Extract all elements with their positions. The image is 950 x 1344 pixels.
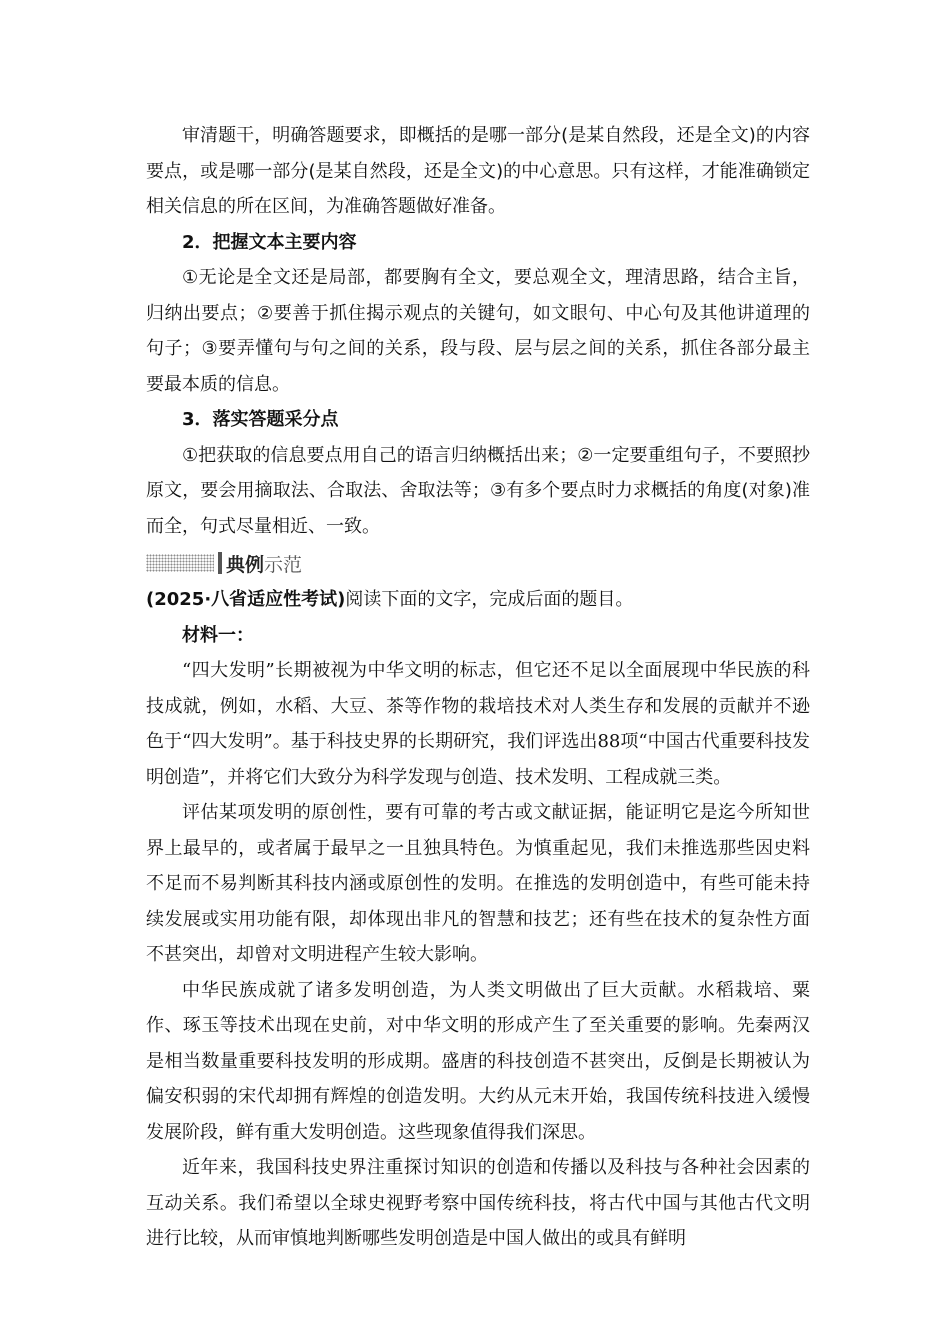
intro-paragraph: 审清题干，明确答题要求，即概括的是哪一部分(是某自然段，还是全文)的内容要点，或是哪一部分(是某自然段，还是全文)的中心意思。只有这样，才能准确锁定相关信息的所在区间，为准确答题做好准备。 — [146, 125, 810, 217]
dotted-pattern-icon — [146, 554, 214, 572]
section-3-heading: 3．落实答题采分点 — [182, 409, 339, 430]
example-banner — [146, 546, 810, 580]
document-page — [146, 118, 810, 1257]
material-label: 材料一： — [182, 624, 254, 646]
example-source-line — [146, 582, 810, 618]
section-2-heading: 2．把握文本主要内容 — [182, 231, 357, 253]
material-paragraph-1: “四大发明”长期被视为中华文明的标志，但它还不足以全面展现中华民族的科技成就，例如，水稻、大豆、茶等作物的栽培技术对人类生存和发展的贡献并不逊色于“四大发明”。基于科技史界的长期研究，我们评选出88项“中国古代重要科技发明创造”，并将它们大致分为科学发现与创造、技术发明、工程成就三类。 — [146, 660, 810, 788]
banner-title-light: 示范 — [264, 553, 303, 576]
material-paragraph-3: 中华民族成就了诸多发明创造，为人类文明做出了巨大贡献。水稻栽培、粟作、琢玉等技术出现在史前，对中华文明的形成产生了至关重要的影响。先秦两汉是相当数量重要科技发明的形成期。盛唐的科技创造不甚突出，反倒是长期被认为偏安积弱的宋代却拥有辉煌的创造发明。大约从元末开始，我国传统科技进入缓慢发展阶段，鲜有重大发明创造。这些现象值得我们深思。 — [146, 979, 810, 1143]
exam-source: (2025·八省适应性考试) — [146, 589, 346, 610]
banner-title-bold: 典例 — [226, 553, 265, 576]
vertical-bar-icon — [218, 552, 222, 574]
reading-instruction: 阅读下面的文字，完成后面的题目。 — [345, 589, 634, 610]
section-3-body: ①把获取的信息要点用自己的语言归纳概括出来；②一定要重组句子，不要照抄原文，要会用摘取法、合取法、舍取法等；③有多个要点时力求概括的角度(对象)准而全，句式尽量相近、一致。 — [146, 444, 810, 537]
material-paragraph-2: 评估某项发明的原创性，要有可靠的考古或文献证据，能证明它是迄今所知世界上最早的，或者属于最早之一且独具特色。为慎重起见，我们未推选那些因史料不足而不易判断其科技内涵或原创性的发明。在推选的发明创造中，有些可能未持续发展或实用功能有限，却体现出非凡的智慧和技艺；还有些在技术的复杂性方面不甚突出，却曾对文明进程产生较大影响。 — [146, 802, 810, 965]
material-paragraph-4: 近年来，我国科技史界注重探讨知识的创造和传播以及科技与各种社会因素的互动关系。我们希望以全球史视野考察中国传统科技，将古代中国与其他古代文明进行比较，从而审慎地判断哪些发明创造是中国人做出的或具有鲜明 — [146, 1157, 810, 1249]
section-2-body: ①无论是全文还是局部，都要胸有全文，要总观全文，理清思路，结合主旨，归纳出要点；②要善于抓住揭示观点的关键句，如文眼句、中心句及其他讲道理的句子；③要弄懂句与句之间的关系，段与段、层与层之间的关系，抓住各部分最主要最本质的信息。 — [146, 267, 810, 395]
